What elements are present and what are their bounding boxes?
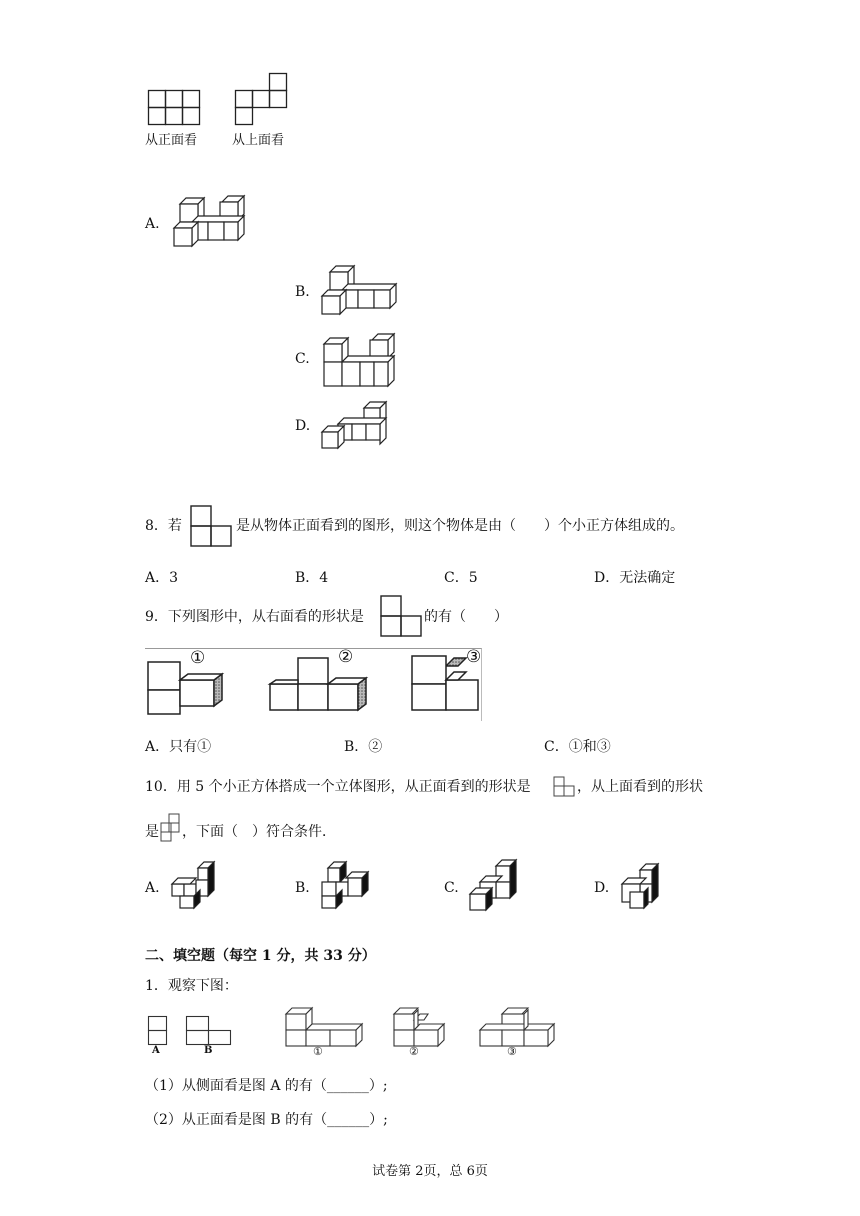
section-title: 二、填空题（每空 1 分，共 33 分） bbox=[145, 948, 376, 964]
q7-option-d-figure bbox=[320, 400, 390, 452]
q7-option-d-label: D. bbox=[295, 418, 311, 434]
q8-option-c: C．5 bbox=[444, 570, 478, 586]
fig-2-label: ② bbox=[409, 1045, 419, 1058]
top-view-figure bbox=[235, 73, 289, 127]
fill-q1-sub1: （1）从侧面看是图 A 的有（______）; bbox=[145, 1078, 388, 1094]
fig-1 bbox=[284, 1006, 364, 1048]
front-view-figure bbox=[148, 90, 202, 126]
fill-q1-sub2: （2）从正面看是图 B 的有（______）; bbox=[145, 1112, 388, 1128]
q10-line2-suffix: ，下面（ ）符合条件． bbox=[182, 824, 336, 840]
q9-option-b: B．② bbox=[344, 739, 383, 755]
q8-option-a: A．3 bbox=[145, 570, 179, 586]
q10-line1-suffix: ，从上面看到的形状 bbox=[577, 779, 703, 795]
fig-3-label: ③ bbox=[507, 1045, 517, 1058]
fig-1-label: ① bbox=[313, 1045, 323, 1058]
q10-front-view-small bbox=[553, 776, 577, 798]
q7-option-a-figure bbox=[170, 192, 250, 252]
q7-option-c-figure bbox=[320, 330, 400, 388]
q9-option-c: C．①和③ bbox=[544, 739, 611, 755]
q7-option-b-label: B. bbox=[295, 284, 310, 300]
q9-option-a: A．只有① bbox=[145, 739, 212, 755]
q9-label-3: ③ bbox=[466, 647, 482, 667]
q8-prefix: 8．若 bbox=[145, 518, 182, 534]
q7-option-c-label: C. bbox=[295, 351, 310, 367]
q8-front-view-figure bbox=[190, 505, 234, 549]
fill-q1-title: 1．观察下图： bbox=[145, 978, 238, 994]
q10-option-b-label: B. bbox=[295, 880, 310, 896]
q10-top-view-small bbox=[160, 813, 182, 843]
q7-option-a-label: A. bbox=[145, 216, 160, 232]
page-footer: 试卷第 2页，总 6页 bbox=[372, 1164, 488, 1179]
q9-label-2: ② bbox=[338, 647, 354, 667]
q10-option-a-label: A. bbox=[145, 880, 160, 896]
q10-option-d-label: D. bbox=[594, 880, 610, 896]
q10-line2-prefix: 是 bbox=[145, 824, 159, 840]
q9-suffix: 的有（ ） bbox=[424, 609, 508, 625]
q9-prefix: 9．下列图形中，从右面看的形状是 bbox=[145, 609, 364, 625]
q9-right-view-figure bbox=[380, 595, 424, 639]
q10-option-b-figure bbox=[318, 860, 374, 912]
fig-b-label: B bbox=[204, 1045, 213, 1056]
q10-line1-prefix: 10．用 5 个小正方体搭成一个立体图形，从正面看到的形状是 bbox=[145, 779, 531, 795]
front-view-label: 从正面看 bbox=[145, 133, 198, 148]
q8-option-b: B．4 bbox=[295, 570, 329, 586]
fig-2 bbox=[392, 1006, 448, 1048]
q10-option-c-figure bbox=[466, 858, 522, 914]
q8-option-d: D．无法确定 bbox=[594, 570, 676, 586]
fig-a-label: A bbox=[152, 1045, 160, 1056]
q10-option-c-label: C. bbox=[444, 880, 459, 896]
q10-option-d-figure bbox=[616, 862, 666, 912]
q7-option-b-figure bbox=[318, 264, 398, 318]
top-view-label: 从上面看 bbox=[232, 133, 285, 148]
q8-suffix: 是从物体正面看到的图形，则这个物体是由（ ）个小正方体组成的。 bbox=[236, 518, 684, 534]
q10-option-a-figure bbox=[168, 860, 222, 912]
q9-figure-2 bbox=[268, 654, 378, 714]
fig-3 bbox=[478, 1006, 558, 1048]
q9-label-1: ① bbox=[190, 648, 206, 668]
